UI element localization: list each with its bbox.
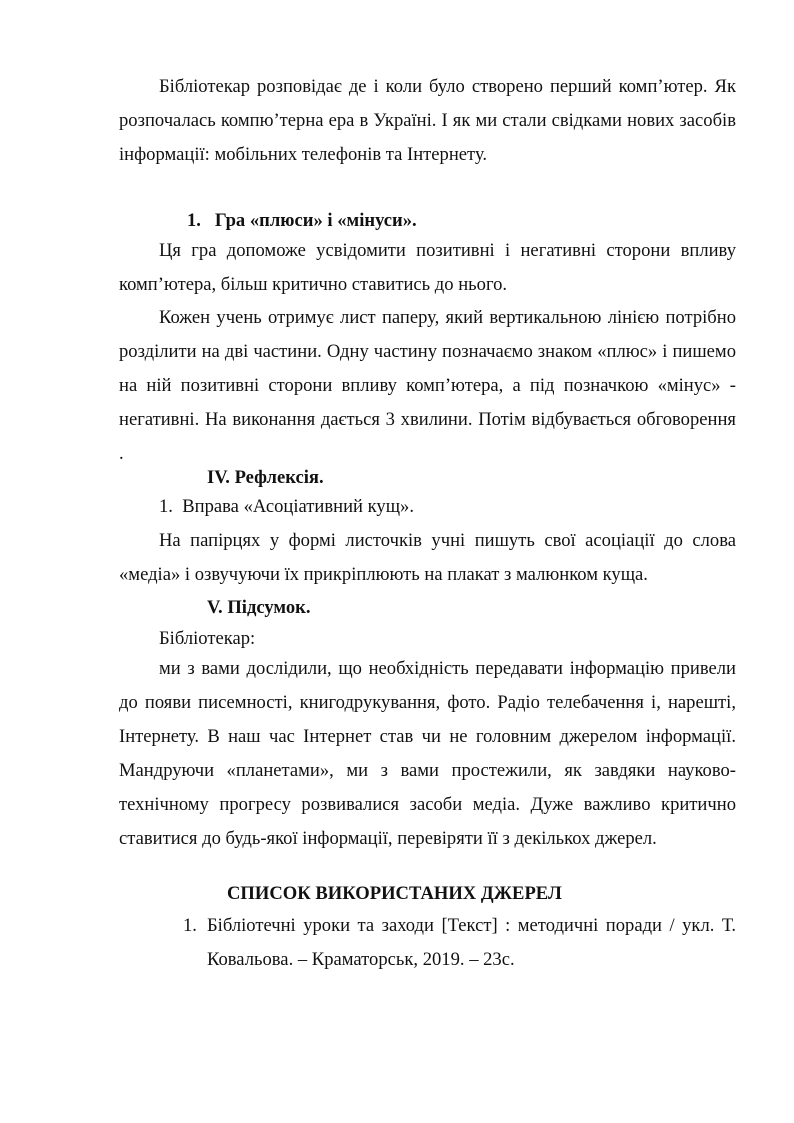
heading-sources: СПИСОК ВИКОРИСТАНИХ ДЖЕРЕЛ xyxy=(227,883,562,904)
paragraph-summary: ми з вами дослідили, що необхідність передавати інформацію привели до появи писемності, книгодрукування, фото. Радіо телебачення і, нарешті, Інтернету. В наш час Інтернет став чи не головним джерелом інформації. Мандруючи «планетами», ми з вами простежили, як завдяки науково-технічному прогресу розвивалися засоби медіа. Дуже важливо критично ставитися до будь-якої інформації, перевіряти її з декількох джерел. xyxy=(119,658,736,849)
exercise-item-number: 1. xyxy=(159,496,173,517)
paragraph-librarian-label: Бібліотекар: xyxy=(159,628,256,649)
paragraph-game-description: Ця гра допоможе усвідомити позитивні і негативні сторони впливу комп’ютера, більш критично ставитись до нього. xyxy=(119,240,736,295)
exercise-item-text: Вправа «Асоціативний кущ». xyxy=(182,496,414,517)
exercise-item xyxy=(159,490,719,524)
paragraph-exercise-description: На папірцях у формі листочків учні пишуть свої асоціації до слова «медіа» і озвучуючи їх прикріплюють на плакат з малюнком куща. xyxy=(119,530,736,585)
paragraph-game-rules: Кожен учень отримує лист паперу, який вертикальною лінією потрібно розділити на дві частини. Одну частину позначаємо знаком «плюс» і пишемо на ній позитивні сторони впливу комп’ютера, а під позначкою «мінус» - негативні. На виконання дається 3 хвилини. Потім відбувається обговорення . xyxy=(119,307,736,464)
reference-item xyxy=(183,909,736,977)
heading-summary: V. Підсумок. xyxy=(207,597,311,618)
heading-game xyxy=(187,204,417,238)
paragraph-intro: Бібліотекар розповідає де і коли було створено перший комп’ютер. Як розпочалась компю’терна ера в Україні. І як ми стали свідками нових засобів інформації: мобільних телефонів та Інтернету. xyxy=(119,76,736,165)
heading-reflection: ІV. Рефлексія. xyxy=(207,467,324,488)
heading-game-number: 1. xyxy=(187,210,201,231)
reference-item-text: Бібліотечні уроки та заходи [Текст] : методичні поради / укл. Т. Ковальова. – Краматорськ, 2019. – 23с. xyxy=(207,915,736,970)
heading-game-title: Гра «плюси» і «мінуси». xyxy=(214,210,417,231)
reference-item-number: 1. xyxy=(183,915,197,936)
